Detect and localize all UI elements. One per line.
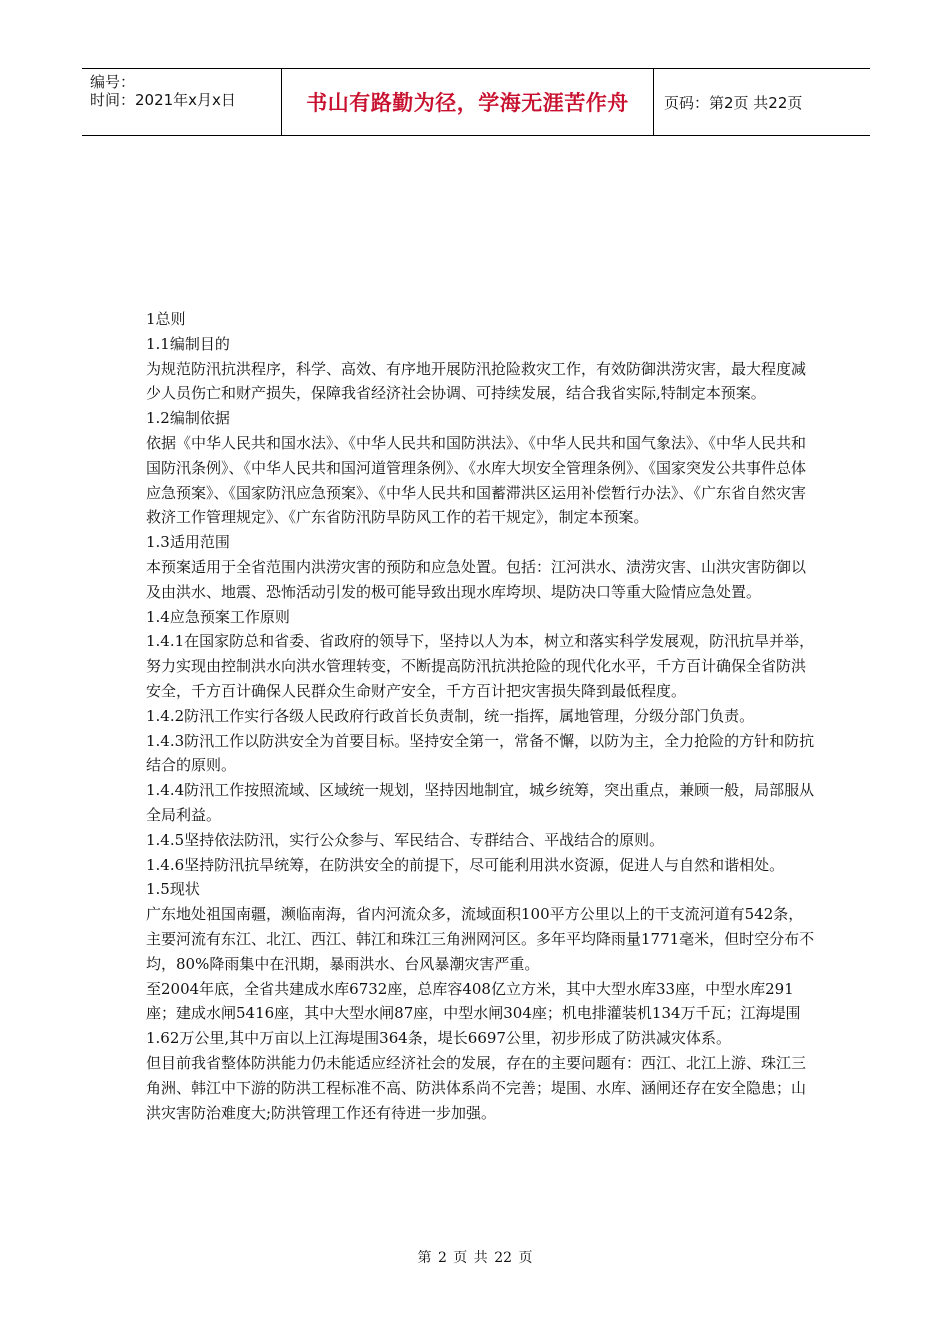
section-heading: 1.3适用范围 [146,533,230,552]
body-paragraph: 1.4.1在国家防总和省委、省政府的领导下，坚持以人为本，树立和落实科学发展观，防汛抗旱并举，努力实现由控制洪水向洪水管理转变，不断提高防汛抗洪抢险的现代化水平，千方百计确保全省防洪安全，千方百计确保人民群众生命财产安全，千方百计把灾害损失降到最低程度。 [146,632,815,700]
body-paragraph: 本预案适用于全省范围内洪涝灾害的预防和应急处置。包括：江河洪水、渍涝灾害、山洪灾害防御以及由洪水、地震、恐怖活动引发的极可能导致出现水库垮坝、堤防决口等重大险情应急处置。 [146,557,807,601]
body-paragraph: 1.4.4防汛工作按照流域、区域统一规划，坚持因地制宜，城乡统筹，突出重点，兼顾一般，局部服从全局利益。 [146,781,815,824]
document-body [146,307,818,1125]
body-paragraph: 至2004年底，全省共建成水库6732座，总库容408亿立方米，其中大型水库33座，中型水库291座；建成水闸5416座，其中大型水闸87座，中型水闸304座；机电排灌装机134万千瓦；江海堤围1.62万公里,其中万亩以上江海堤围364条，堤长6697公里，初步形成了防洪减灾体系。 [146,979,801,1048]
section-heading: 1.1编制目的 [146,334,230,353]
body-paragraph: 广东地处祖国南疆，濒临南海，省内河流众多，流域面积100平方公里以上的干支流河道有542条，主要河流有东江、北江、西江、韩江和珠江三角洲网河区。多年平均降雨量1771毫米，但时空分布不均，80%降雨集中在汛期，暴雨洪水、台风暴潮灾害严重。 [146,905,815,973]
section-heading: 1.4应急预案工作原则 [146,607,290,626]
body-paragraph: 1.4.2防汛工作实行各级人民政府行政首长负责制，统一指挥，属地管理，分级分部门负责。 [146,706,755,725]
body-paragraph: 1.4.6坚持防汛抗旱统筹，在防洪安全的前提下，尽可能利用洪水资源，促进人与自然和谐相处。 [146,855,785,874]
section-heading: 1.5现状 [146,880,200,899]
section-heading: 1.2编制依据 [146,409,230,428]
section-heading: 1总则 [146,310,186,328]
body-paragraph: 依据《中华人民共和国水法》、《中华人民共和国防洪法》、《中华人民共和国气象法》、《中华人民共和国防汛条例》、《中华人民共和国河道管理条例》、《水库大坝安全管理条例》、《国家突发公共事件总体应急预案》、《国家防汛应急预案》、《中华人民共和国蓄滞洪区运用补偿暂行办法》、《广东省自然灾害救济工作管理规定》、《广东省防汛防旱防风工作的若干规定》，制定本预案。 [146,433,807,527]
header-code-label: 编号： [90,73,136,91]
header-page-info: 页码：第2页 共22页 [664,93,803,112]
page-header [82,68,870,136]
body-paragraph: 1.4.3防汛工作以防洪安全为首要目标。坚持安全第一，常备不懈，以防为主，全力抢险的方针和防抗结合的原则。 [146,731,815,775]
header-motto: 书山有路勤为径，学海无涯苦作舟 [306,91,629,115]
header-meta [82,69,282,135]
body-paragraph: 1.4.5坚持依法防汛，实行公众参与、军民结合、专群结合、平战结合的原则。 [146,830,665,849]
header-date: 时间：2021年x月x日 [90,91,236,109]
page-footer: 第 2 页 共 22 页 [417,1250,533,1266]
body-paragraph: 为规范防汛抗洪程序，科学、高效、有序地开展防汛抢险救灾工作，有效防御洪涝灾害，最大程度减少人员伤亡和财产损失，保障我省经济社会协调、可持续发展，结合我省实际,特制定本预案。 [146,359,807,403]
body-paragraph: 但目前我省整体防洪能力仍未能适应经济社会的发展，存在的主要问题有：西江、北江上游、珠江三角洲、韩江中下游的防洪工程标准不高、防洪体系尚不完善；堤围、水库、涵闸还存在安全隐患；山洪灾害防治难度大;防洪管理工作还有待进一步加强。 [146,1053,807,1122]
